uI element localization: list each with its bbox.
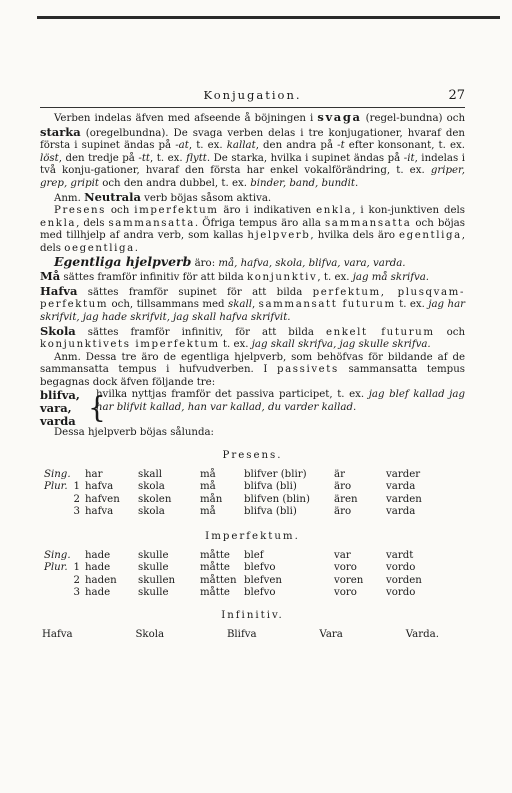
verb-form-cell: måtte: [200, 562, 230, 574]
verb-form-cell: varder: [386, 468, 421, 480]
paragraph-verb-classes: Verben indelas äfven med afseende å böjningen i svaga (regel-bundna) och starka (oregelbundna). De svaga verben delas i tre konjugationer, hvaraf den första i supinet ändas på -at, t. ex. kallat, den andra på -t efter konsonant, t. ex. löst, den tredje på -tt, t. ex. flytt. De starka, hvilka i supinet ändas på -it, indelas i två konju-gationer, hvaraf den första har enkel vokalförändring, t. ex. griper, grep, gripit och den andra dubbel, t. ex. binder, band, bundit.: [40, 110, 466, 189]
verb-form-cell: blefvo: [244, 587, 276, 599]
verb-form-cell: haden: [85, 574, 117, 586]
verb-form-cell: hade: [85, 549, 111, 561]
verb-form-cell: skolen: [138, 493, 172, 505]
verb-form-cell: varda: [386, 481, 416, 493]
verb-form-cell: måtte: [200, 587, 230, 599]
verb-form-cell: blifva (bli): [244, 481, 297, 493]
verb-form-cell: varda: [386, 506, 416, 518]
verb-form-cell: måtten: [200, 574, 237, 586]
number-label-cell: Plur.: [44, 481, 68, 493]
verb-form-cell: blifva (bli): [244, 506, 297, 518]
number-label-cell: [44, 506, 72, 519]
person-cell: 2: [73, 574, 80, 586]
verb-label: vara,: [40, 401, 72, 416]
verb-form-cell: må: [200, 468, 216, 480]
infinitiv-item: Varda.: [405, 628, 439, 640]
table-row: [44, 550, 446, 563]
section-heading-presens: Presens.: [222, 450, 283, 462]
infinitiv-item: Vara: [319, 628, 343, 640]
infinitiv-item: Blifva: [226, 628, 257, 640]
person-cell: 2: [73, 493, 80, 505]
verb-form-cell: blef: [244, 549, 264, 561]
verb-form-cell: ären: [334, 493, 358, 505]
person-cell: [72, 550, 80, 563]
infinitiv-row: [40, 629, 465, 642]
section-heading-infinitiv: Infinitiv.: [221, 610, 284, 621]
verb-form-cell: voro: [334, 562, 357, 574]
infinitiv-item: Skola: [135, 628, 165, 640]
verb-form-cell: hade: [85, 562, 111, 574]
verb-form-cell: vordo: [386, 587, 416, 599]
verb-form-cell: har: [85, 468, 103, 480]
verb-form-cell: skulle: [138, 562, 169, 574]
person-cell: 3: [73, 587, 80, 599]
imperfektum-table: [44, 550, 446, 600]
page-header: [40, 88, 465, 104]
verb-form-cell: var: [334, 549, 351, 561]
paragraph-skola: Skola sättes framför infinitiv, för att bilda enkelt futurum och konjunktivets imperfektum t. ex. jag skall skrifva, jag skulle skrifva.: [40, 323, 465, 351]
verb-form-cell: skola: [138, 506, 165, 518]
table-row: [44, 469, 446, 482]
verb-form-cell: är: [334, 468, 345, 480]
verb-form-cell: må: [200, 481, 216, 493]
table-row: [44, 587, 446, 600]
verb-form-cell: blifver (blir): [244, 468, 307, 480]
verb-form-cell: måtte: [200, 549, 230, 561]
page-number: 27: [448, 88, 465, 103]
person-cell: 1: [73, 562, 80, 574]
verb-form-cell: vardt: [386, 549, 414, 561]
paragraph-passive-note: Anm. Dessa tre äro de egentliga hjelpverb, som behöfvas för bildande af de sammansatta tempus i hufvudverben. I passivets sammansatta tempus begagnas dock äfven följande tre:: [40, 351, 465, 388]
paragraph-hafva: Hafva sättes framför supinet för att bilda perfektum, plusqvam-perfektum och, tillsammans med skall, sammansatt futurum t. ex. jag har skrifvit, jag hade skrifvit, jag skall hafva skrifvit.: [40, 283, 466, 323]
verb-form-cell: äro: [334, 481, 352, 493]
number-label-cell: Sing.: [44, 549, 71, 561]
number-label-cell: [44, 494, 72, 507]
verb-form-cell: hafva: [85, 506, 114, 518]
person-cell: 1: [73, 481, 80, 493]
number-label-cell: [44, 575, 72, 588]
passive-verbs-description: hvilka nyttjas framför det passiva participet, t. ex. jag blef kallad jag har blifvit kallad, han var kallad, du varder kallad.: [96, 389, 465, 414]
verb-form-cell: vordo: [386, 562, 416, 574]
verb-form-cell: voren: [334, 574, 364, 586]
running-title: Konjugation.: [203, 88, 302, 102]
verb-form-cell: voro: [334, 587, 357, 599]
passive-verbs-block: [40, 389, 465, 427]
verb-form-cell: mån: [200, 493, 223, 505]
infinitiv-item: Hafva: [42, 628, 73, 640]
paragraph-auxiliary-list: Egentliga hjelpverb äro: må, hafva, skola, blifva, vara, varda.: [54, 253, 406, 269]
number-label-cell: [44, 587, 72, 600]
paragraph-tenses: Presens och imperfektum äro i indikativen enkla, i kon-junktiven dels enkla, dels sammansatta. Öfriga tempus äro alla sammansatta och böjas med tillhjelp af andra verb, som kallas hjelpverb, hvilka dels äro egentliga, dels oegentliga.: [40, 205, 465, 254]
verb-form-cell: skullen: [138, 574, 176, 586]
verb-form-cell: skulle: [138, 549, 169, 561]
verb-form-cell: hafva: [85, 481, 114, 493]
paragraph-neutrala-note: Anm. Neutrala verb böjas såsom aktiva.: [54, 189, 272, 204]
paragraph-conjugation-intro: Dessa hjelpverb böjas sålunda:: [54, 427, 214, 439]
page-body: [40, 111, 465, 641]
person-cell: 3: [73, 506, 80, 518]
table-row: [44, 506, 446, 519]
verb-form-cell: må: [200, 506, 216, 518]
verb-form-cell: blifven (blin): [244, 493, 310, 505]
verb-label: varda: [40, 413, 76, 428]
number-label-cell: Sing.: [44, 468, 71, 480]
verb-form-cell: skall: [138, 468, 162, 480]
number-label-cell: Plur.: [44, 562, 68, 574]
brace-glyph: {: [88, 390, 106, 426]
presens-table: [44, 469, 446, 519]
table-row: [44, 562, 446, 575]
verb-form-cell: hade: [85, 587, 111, 599]
table-row: [44, 481, 446, 494]
verb-label: blifva,: [40, 388, 80, 403]
verb-form-cell: äro: [334, 506, 352, 518]
verb-form-cell: skola: [138, 481, 165, 493]
passive-verb-labels: [40, 389, 88, 427]
verb-form-cell: varden: [386, 493, 422, 505]
person-cell: [72, 469, 80, 482]
verb-form-cell: skulle: [138, 587, 169, 599]
header-rule: [40, 107, 465, 108]
verb-form-cell: blefvo: [244, 562, 276, 574]
verb-form-cell: blefven: [244, 574, 282, 586]
verb-form-cell: hafven: [85, 493, 120, 505]
table-row: [44, 494, 446, 507]
paragraph-ma: Må sättes framför infinitiv för att bilda konjunktiv, t. ex. jag må skrifva.: [40, 269, 430, 284]
section-heading-imperfektum: Imperfektum.: [205, 531, 300, 543]
verb-form-cell: vorden: [386, 574, 422, 586]
table-row: [44, 575, 446, 588]
top-rule: [37, 16, 500, 19]
